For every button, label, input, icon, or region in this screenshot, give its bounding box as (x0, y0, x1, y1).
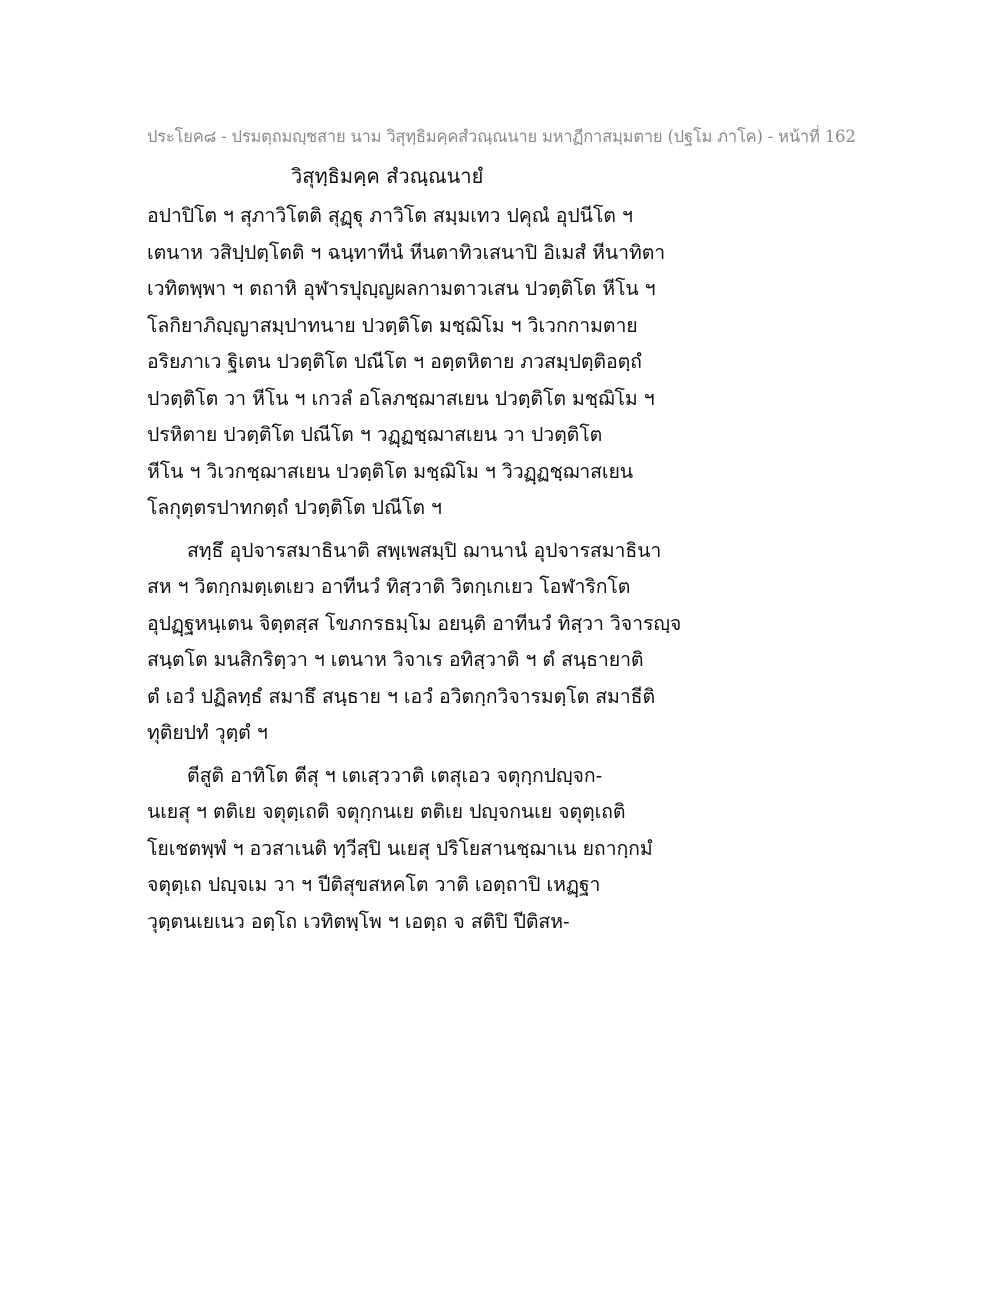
text-line: อริยภาเว ฐิเตน ปวตฺติโต ปณีโต ฯ อตฺตหิตาย ภวสมฺปตฺติอตฺถํ (147, 350, 642, 373)
text-line: ตีสูติ อาทิโต ตีสุ ฯ เตเสฺววาติ เตสุเอว จตุกฺกปญฺจก- (187, 763, 603, 787)
text-line: หีโน ฯ วิเวกชฺฌาสเยน ปวตฺติโต มชฺฌิโม ฯ วิวฏฺฏชฺฌาสเยน (147, 459, 634, 483)
document-title: วิสุทฺธิมคฺค สํวณฺณนายํ (291, 164, 484, 188)
text-line: นเยสุ ฯ ตติเย จตุตฺเถติ จตุกฺกนเย ตติเย ปญฺจกนเย จตุตฺเถติ (147, 800, 626, 823)
text-line: อุปฏฺฐหนฺเตน จิตฺตสฺส โขภกรธมฺโม อยนฺติ อาทีนวํ ทิสฺวา วิจารญฺจ (147, 611, 682, 635)
text-line: วุตฺตนเยเนว อตฺโถ เวทิตพฺโพ ฯ เอตฺถ จ สติปิ ปีติสห- (147, 909, 570, 933)
text-line: สห ฯ วิตกฺกมตฺเตเยว อาทีนวํ ทิสฺวาติ วิตกฺเกเยว โอฬาริกโต (147, 575, 631, 598)
text-line: จตุตฺเถ ปญฺจเม วา ฯ ปีติสุขสหคโต วาติ เอตฺถาปิ เหฏฺฐา (147, 873, 601, 896)
text-line: ปรหิตาย ปวตฺติโต ปณีโต ฯ วฏฺฏชฺฌาสเยน วา ปวตฺติโต (147, 423, 603, 446)
text-line: ปวตฺติโต วา หีโน ฯ เกวลํ อโลภชฺฌาสเยน ปวตฺติโต มชฺฌิโม ฯ (147, 386, 655, 410)
text-line: เตนาห วสิปฺปตฺโตติ ฯ ฉนฺทาทีนํ หีนตาทิวเสนาปิ อิเมสํ หีนาทิตา (147, 240, 666, 264)
paragraph-2 (147, 533, 707, 752)
text-line: โลกิยาภิญฺญาสมฺปาทนาย ปวตฺติโต มชฺฌิโม ฯ วิเวกกามตาย (147, 313, 638, 337)
text-line: โลกุตฺตรปาทกตฺถํ ปวตฺติโต ปณีโต ฯ (147, 496, 442, 519)
text-line: สทฺธึ อุปจารสมาธินาติ สพฺเพสมฺปิ ฌานานํ อุปจารสมาธินา (187, 538, 662, 562)
running-header: ประโยค๘ - ปรมตฺถมญฺชสาย นาม วิสุทฺธิมคฺคสํวณฺณนาย มหาฏีกาสมฺมตาย (ปฐโม ภาโค) - หน้าที่ 162 (147, 127, 856, 146)
body-text (147, 198, 707, 940)
text-line: อปาปิโต ฯ สุภาวิโตติ สุฏฺฐุ ภาวิโต สมฺมเทว ปคุณํ อุปนีโต ฯ (147, 204, 633, 227)
text-line: เวทิตพฺพา ฯ ตถาหิ อุฬารปุญฺญผลกามตาวเสน ปวตฺติโต หีโน ฯ (147, 277, 656, 300)
paragraph-3 (147, 758, 707, 941)
text-line: สนฺตโต มนสิกริตฺวา ฯ เตนาห วิจาเร อทิสฺวาติ ฯ ตํ สนฺธายาติ (147, 648, 644, 671)
text-line: ทุติยปทํ วุตฺตํ ฯ (147, 721, 268, 744)
paragraph-1 (147, 198, 707, 527)
text-line: ตํ เอวํ ปฏิลทฺธํ สมาธึ สนฺธาย ฯ เอวํ อวิตกฺกวิจารมตฺโต สมาธีติ (147, 684, 656, 708)
text-line: โยเชตพฺพํ ฯ อวสาเนติ ทฺวีสฺปิ นเยสุ ปริโยสานชฺฌาเน ยถากฺกมํ (147, 836, 653, 860)
